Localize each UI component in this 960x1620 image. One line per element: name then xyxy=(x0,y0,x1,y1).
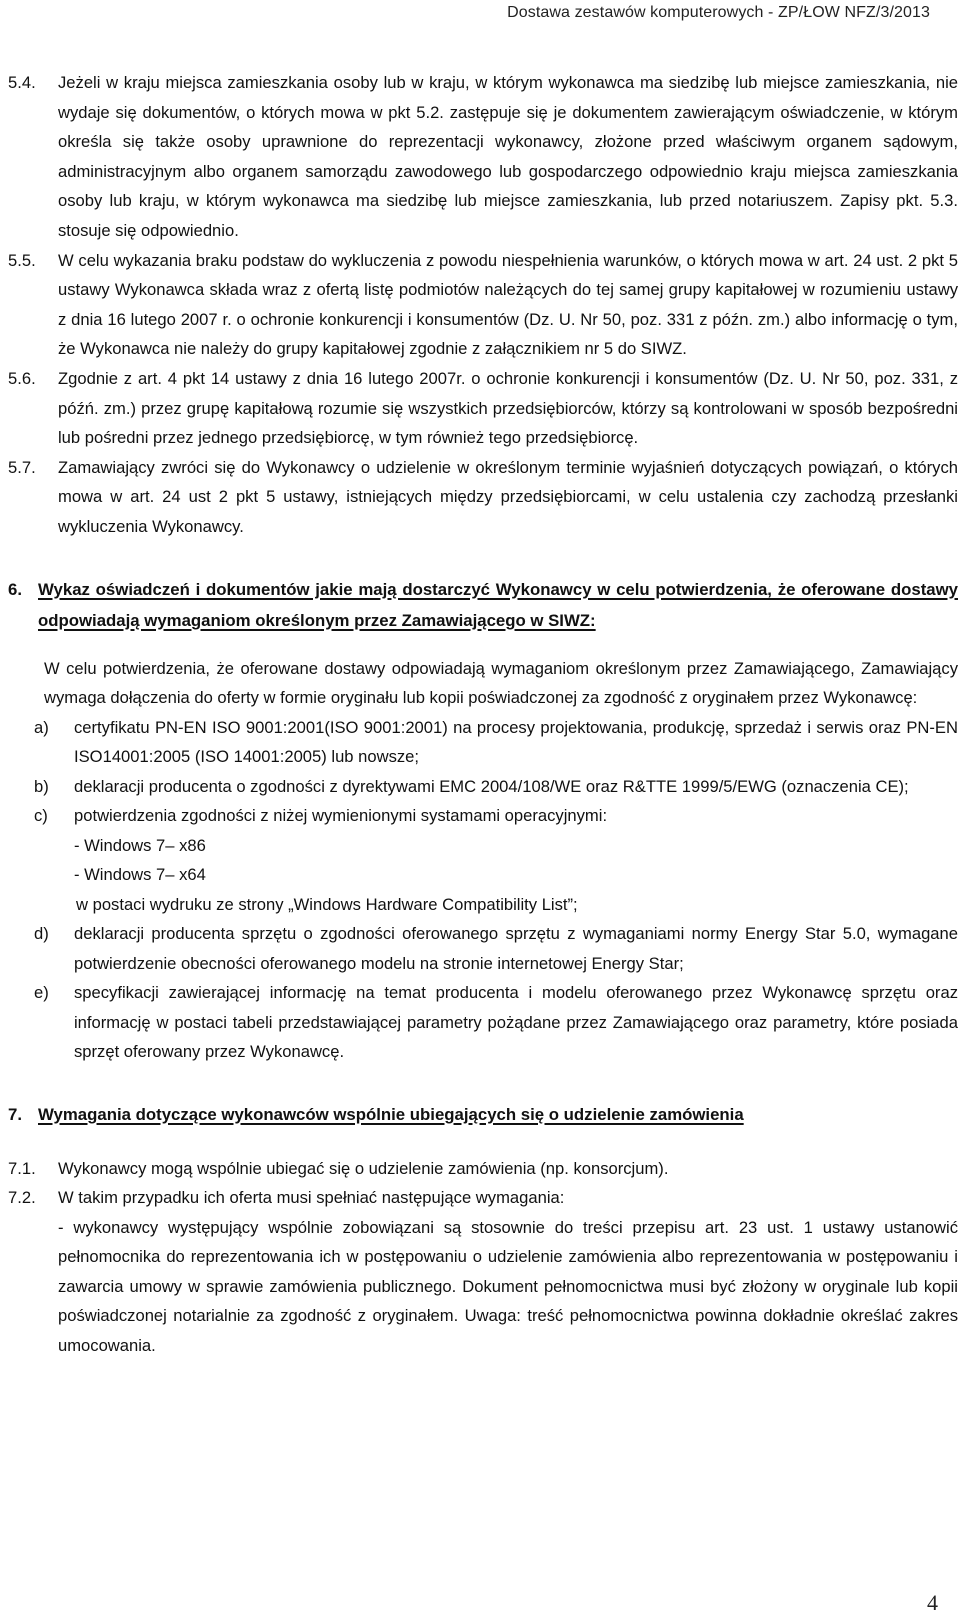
paragraph-7-1 xyxy=(8,1154,958,1184)
paragraph-text: Wykonawcy mogą wspólnie ubiegać się o udzielenie zamówienia (np. konsorcjum). xyxy=(58,1158,669,1178)
spacer xyxy=(8,1130,958,1154)
section-6-intro: W celu potwierdzenia, że oferowane dostawy odpowiadają wymaganiom określonym przez Zamawiającego, Zamawiający wymaga dołączenia do oferty w formie oryginału lub kopii poświadczonej za zgodność z oryginałem przez Wykonawcę: xyxy=(44,658,958,707)
paragraph-number: 5.5. xyxy=(8,250,36,270)
page-number: 4 xyxy=(927,1590,938,1615)
paragraph-number: 5.6. xyxy=(8,368,36,388)
list-label: c) xyxy=(34,806,48,825)
section-6-heading xyxy=(8,574,958,636)
paragraph-continuation: - wykonawcy występujący wspólnie zobowiązani są stosownie do treści przepisu art. 23 ust. 1 ustawy ustanowić pełnomocnika do reprezentowania ich w postępowaniu o udzielenie zamówienia albo reprezentowania w postępowaniu i zawarcia umowy w sprawie zamówienia publicznego. Dokument pełnomocnictwa musi być złożony w oryginale lub kopii poświadczonej notarialnie za zgodność z oryginałem. Uwaga: treść pełnomocnictwa powinna dokładnie określać zakres umocowania. xyxy=(58,1217,958,1356)
list-subitem: - Windows 7– x64 xyxy=(74,865,206,884)
paragraph-text: W celu wykazania braku podstaw do wykluczenia z powodu niespełnienia warunków, o których mowa w art. 24 ust. 2 pkt 5 ustawy Wykonawca składa wraz z ofertą listę podmiotów należących do tej samej grupy kapitałowej w rozumieniu ustawy z dnia 16 lutego 2007 r. o ochronie konkurencji i konsumentów (Dz. U. Nr 50, poz. 331 z późn. zm.) albo informację o tym, że Wykonawca nie należy do grupy kapitałowej zgodnie z załącznikiem nr 5 do SIWZ. xyxy=(58,250,958,359)
list-label: a) xyxy=(34,717,49,737)
paragraph-text: Zgodnie z art. 4 pkt 14 ustawy z dnia 16 lutego 2007r. o ochronie konkurencji i konsumentów (Dz. U. Nr 50, poz. 331, z późń. zm.) przez grupę kapitałową rozumie się wszystkich przedsiębiorców, którzy są kontrolowani w sposób bezpośredni lub pośredni przez jednego przedsiębiorcę, w tym również tego przedsiębiorcę. xyxy=(58,368,958,448)
paragraph-7-2 xyxy=(8,1183,958,1361)
running-header: Dostawa zestawów komputerowych - ZP/ŁOW NFZ/3/2013 xyxy=(507,4,930,21)
paragraph-lead: W takim przypadku ich oferta musi spełniać następujące wymagania: xyxy=(58,1188,565,1208)
section-number: 6. xyxy=(8,579,22,599)
paragraph-5-4 xyxy=(8,68,958,246)
document-body xyxy=(8,68,958,1361)
list-item-c xyxy=(34,801,958,831)
list-item-a xyxy=(34,713,958,772)
list-text: deklaracji producenta sprzętu o zgodności oferowanego sprzętu z wymaganiami normy Energy Star 5.0, wymagane potwierdzenie obecności oferowanego modelu na stronie internetowej Energy Star; xyxy=(74,924,958,973)
list-label: b) xyxy=(34,776,49,796)
spacer xyxy=(8,1067,958,1099)
list-text: certyfikatu PN-EN ISO 9001:2001(ISO 9001:2001) na procesy projektowania, produkcję, sprzedaż i serwis oraz PN-EN ISO14001:2005 (ISO 14001:2005) lub nowsze; xyxy=(74,717,958,766)
list-subitem: - Windows 7– x86 xyxy=(74,835,206,855)
paragraph-5-6 xyxy=(8,364,958,453)
list-text: potwierdzenia zgodności z niżej wymienionymi systamami operacyjnymi: xyxy=(74,806,608,825)
list-text: deklaracji producenta o zgodności z dyrektywami EMC 2004/108/WE oraz R&TTE 1999/5/EWG (oznaczenia CE); xyxy=(74,776,909,796)
list-subitem-note: w postaci wydruku ze strony „Windows Hardware Compatibility List”; xyxy=(76,894,578,914)
list-label: d) xyxy=(34,924,49,943)
list-text: specyfikacji zawierającej informację na temat producenta i modelu oferowanego przez Wykonawcę sprzętu oraz informację w postaci tabeli przedstawiającej parametry pożądane przez Zamawiającego oraz parametry, które posiada sprzęt oferowany przez Wykonawcę. xyxy=(74,983,958,1061)
paragraph-text xyxy=(58,1183,958,1361)
paragraph-text: Jeżeli w kraju miejsca zamieszkania osoby lub w kraju, w którym wykonawca ma siedzibę lub miejsce zamieszkania, nie wydaje się dokumentów, o których mowa w pkt 5.2. zastępuje się je dokumentem zawierającym oświadczenie, w którym określa się także osoby uprawnione do reprezentacji wykonawcy, złożone przed właściwym organem sądowym, administracyjnym albo organem samorządu zawodowego lub gospodarczego odpowiednio kraju miejsca zamieszkania osoby lub kraju, w którym wykonawca ma siedzibę lub miejsce zamieszkania, lub przed notariuszem. Zapisy pkt. 5.3. stosuje się odpowiednio. xyxy=(58,73,958,240)
paragraph-number: 7.2. xyxy=(8,1188,36,1208)
paragraph-number: 5.7. xyxy=(8,457,36,477)
section-number: 7. xyxy=(8,1104,22,1124)
paragraph-text: Zamawiający zwróci się do Wykonawcy o udzielenie w określonym terminie wyjaśnień dotyczących powiązań, o których mowa w art. 24 ust 2 pkt 5 ustawy, istniejących między przedsiębiorcami, w celu ustalenia czy zachodzą przesłanki wykluczenia Wykonawcy. xyxy=(58,457,958,536)
paragraph-5-5 xyxy=(8,246,958,364)
section-7-heading xyxy=(8,1099,958,1130)
list-item-e xyxy=(34,978,958,1067)
section-title: Wymagania dotyczące wykonawców wspólnie ubiegających się o udzielenie zamówienia xyxy=(38,1104,744,1124)
paragraph-number: 5.4. xyxy=(8,73,36,92)
list-label: e) xyxy=(34,983,49,1002)
section-title: Wykaz oświadczeń i dokumentów jakie mają dostarczyć Wykonawcy w celu potwierdzenia, że oferowane dostawy odpowiadają wymaganiom określonym przez Zamawiającego w SIWZ: xyxy=(38,579,958,630)
paragraph-number: 7.1. xyxy=(8,1158,36,1178)
paragraph-5-7 xyxy=(8,453,958,542)
spacer xyxy=(8,542,958,574)
list-item-b xyxy=(34,772,958,802)
list-item-d xyxy=(34,919,958,978)
